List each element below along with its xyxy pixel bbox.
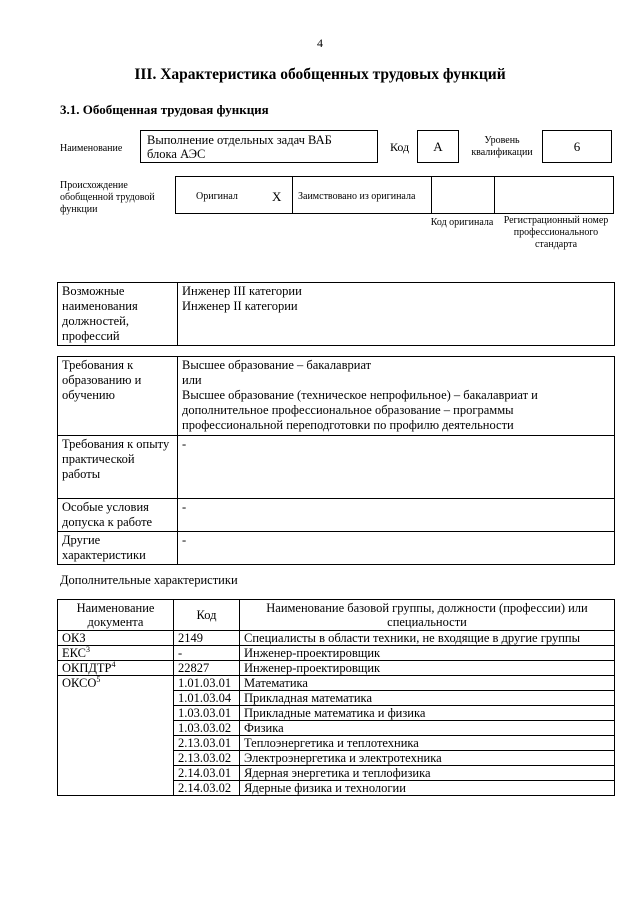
doc-cell (58, 676, 174, 691)
doc-cell (58, 736, 174, 751)
origin-original-label: Оригинал (196, 191, 238, 202)
origin-box (175, 176, 614, 214)
doc-name: ОКСО (62, 676, 97, 690)
positions-values (178, 283, 615, 346)
requirement-line: Высшее образование – бакалавриат (182, 358, 372, 372)
col-header-code: Код (174, 600, 240, 631)
table-row (58, 721, 615, 736)
footnote-ref: 4 (111, 659, 116, 669)
code-cell: 2149 (174, 631, 240, 646)
requirement-label: Другие характеристики (58, 532, 178, 565)
col-header-doc: Наименование документа (58, 600, 174, 631)
table-row (58, 661, 615, 676)
name-cell: Прикладные математика и физика (240, 706, 615, 721)
code-cell: 1.01.03.01 (174, 676, 240, 691)
name-label: Наименование (60, 143, 123, 154)
col-header-name: Наименование базовой группы, должности (профессии) или специальности (240, 600, 615, 631)
requirement-value: - (178, 499, 615, 532)
name-cell: Теплоэнергетика и теплотехника (240, 736, 615, 751)
code-cell: 2.14.03.02 (174, 781, 240, 796)
requirement-label: Требования к опыту практической работы (58, 436, 178, 499)
requirement-label: Требования к образованию и обучению (58, 357, 178, 436)
positions-table (57, 282, 615, 346)
footnote-ref: 5 (96, 674, 101, 684)
origin-original-mark: X (272, 189, 282, 204)
subsection-title: 3.1. Обобщенная трудовая функция (60, 102, 269, 117)
doc-cell (58, 631, 174, 646)
code-cell: 2.13.03.02 (174, 751, 240, 766)
table-row (58, 646, 615, 661)
name-cell: Ядерные физика и технологии (240, 781, 615, 796)
table-row (58, 706, 615, 721)
code-original-caption: Код оригинала (430, 217, 494, 228)
name-cell: Специалисты в области техники, не входящие в другие группы (240, 631, 615, 646)
level-value: 6 (573, 139, 581, 154)
name-cell: Физика (240, 721, 615, 736)
name-cell: Математика (240, 676, 615, 691)
requirement-value: - (178, 436, 615, 499)
doc-name: ЕКС (62, 646, 86, 660)
table-row (58, 736, 615, 751)
table-row (58, 766, 615, 781)
doc-cell (58, 781, 174, 796)
code-cell: - (174, 646, 240, 661)
code-cell: 2.14.03.01 (174, 766, 240, 781)
requirement-label: Особые условия допуска к работе (58, 499, 178, 532)
section-title: III. Характеристика обобщенных трудовых функций (134, 66, 506, 83)
doc-cell (58, 721, 174, 736)
origin-divider-1 (292, 177, 293, 213)
name-cell: Инженер-проектировщик (240, 661, 615, 676)
requirements-table (57, 356, 615, 565)
doc-cell (58, 646, 174, 661)
code-cell: 1.03.03.01 (174, 706, 240, 721)
position-line: Инженер II категории (182, 299, 298, 313)
requirement-value (178, 357, 615, 436)
doc-cell (58, 706, 174, 721)
code-cell: 1.03.03.02 (174, 721, 240, 736)
doc-cell (58, 691, 174, 706)
positions-label: Возможные наименования должностей, профессий (58, 283, 178, 346)
table-row (58, 751, 615, 766)
table-row (58, 676, 615, 691)
additional-table (57, 599, 615, 796)
origin-divider-3 (494, 177, 495, 213)
code-value: А (433, 139, 443, 154)
table-row (58, 691, 615, 706)
code-cell: 2.13.03.01 (174, 736, 240, 751)
origin-divider-2 (431, 177, 432, 213)
doc-name: ОКЗ (62, 631, 86, 645)
page-number: 4 (317, 36, 323, 50)
name-value-box (140, 130, 378, 163)
origin-label: Происхождение обобщенной трудовой функции (60, 180, 155, 215)
requirement-value: - (178, 532, 615, 565)
requirement-line: Высшее образование (техническое непрофильное) – бакалавриат и (182, 388, 538, 402)
table-row (58, 631, 615, 646)
level-value-box (542, 130, 612, 163)
code-cell: 1.01.03.04 (174, 691, 240, 706)
name-value: Выполнение отдельных задач ВАБ блока АЭС (147, 133, 332, 161)
doc-cell (58, 766, 174, 781)
name-cell: Инженер-проектировщик (240, 646, 615, 661)
requirement-line: или (182, 373, 202, 387)
additional-title: Дополнительные характеристики (60, 573, 238, 587)
level-label: Уровень квалификации (471, 135, 533, 158)
reg-number-caption: Регистрационный номер профессионального стандарта (503, 215, 609, 250)
name-cell: Электроэнергетика и электротехника (240, 751, 615, 766)
doc-cell (58, 751, 174, 766)
doc-name: ОКПДТР (62, 661, 112, 675)
requirement-line: дополнительное профессиональное образование – программы (182, 403, 514, 417)
footnote-ref: 3 (86, 644, 90, 654)
code-cell: 22827 (174, 661, 240, 676)
requirement-line: профессиональной переподготовки по профилю деятельности (182, 418, 514, 432)
table-row (58, 781, 615, 796)
name-cell: Прикладная математика (240, 691, 615, 706)
name-cell: Ядерная энергетика и теплофизика (240, 766, 615, 781)
doc-cell (58, 661, 174, 676)
code-value-box (417, 130, 459, 163)
code-label: Код (390, 140, 410, 154)
position-line: Инженер III категории (182, 284, 302, 298)
origin-borrowed-label: Заимствовано из оригинала (298, 191, 416, 202)
